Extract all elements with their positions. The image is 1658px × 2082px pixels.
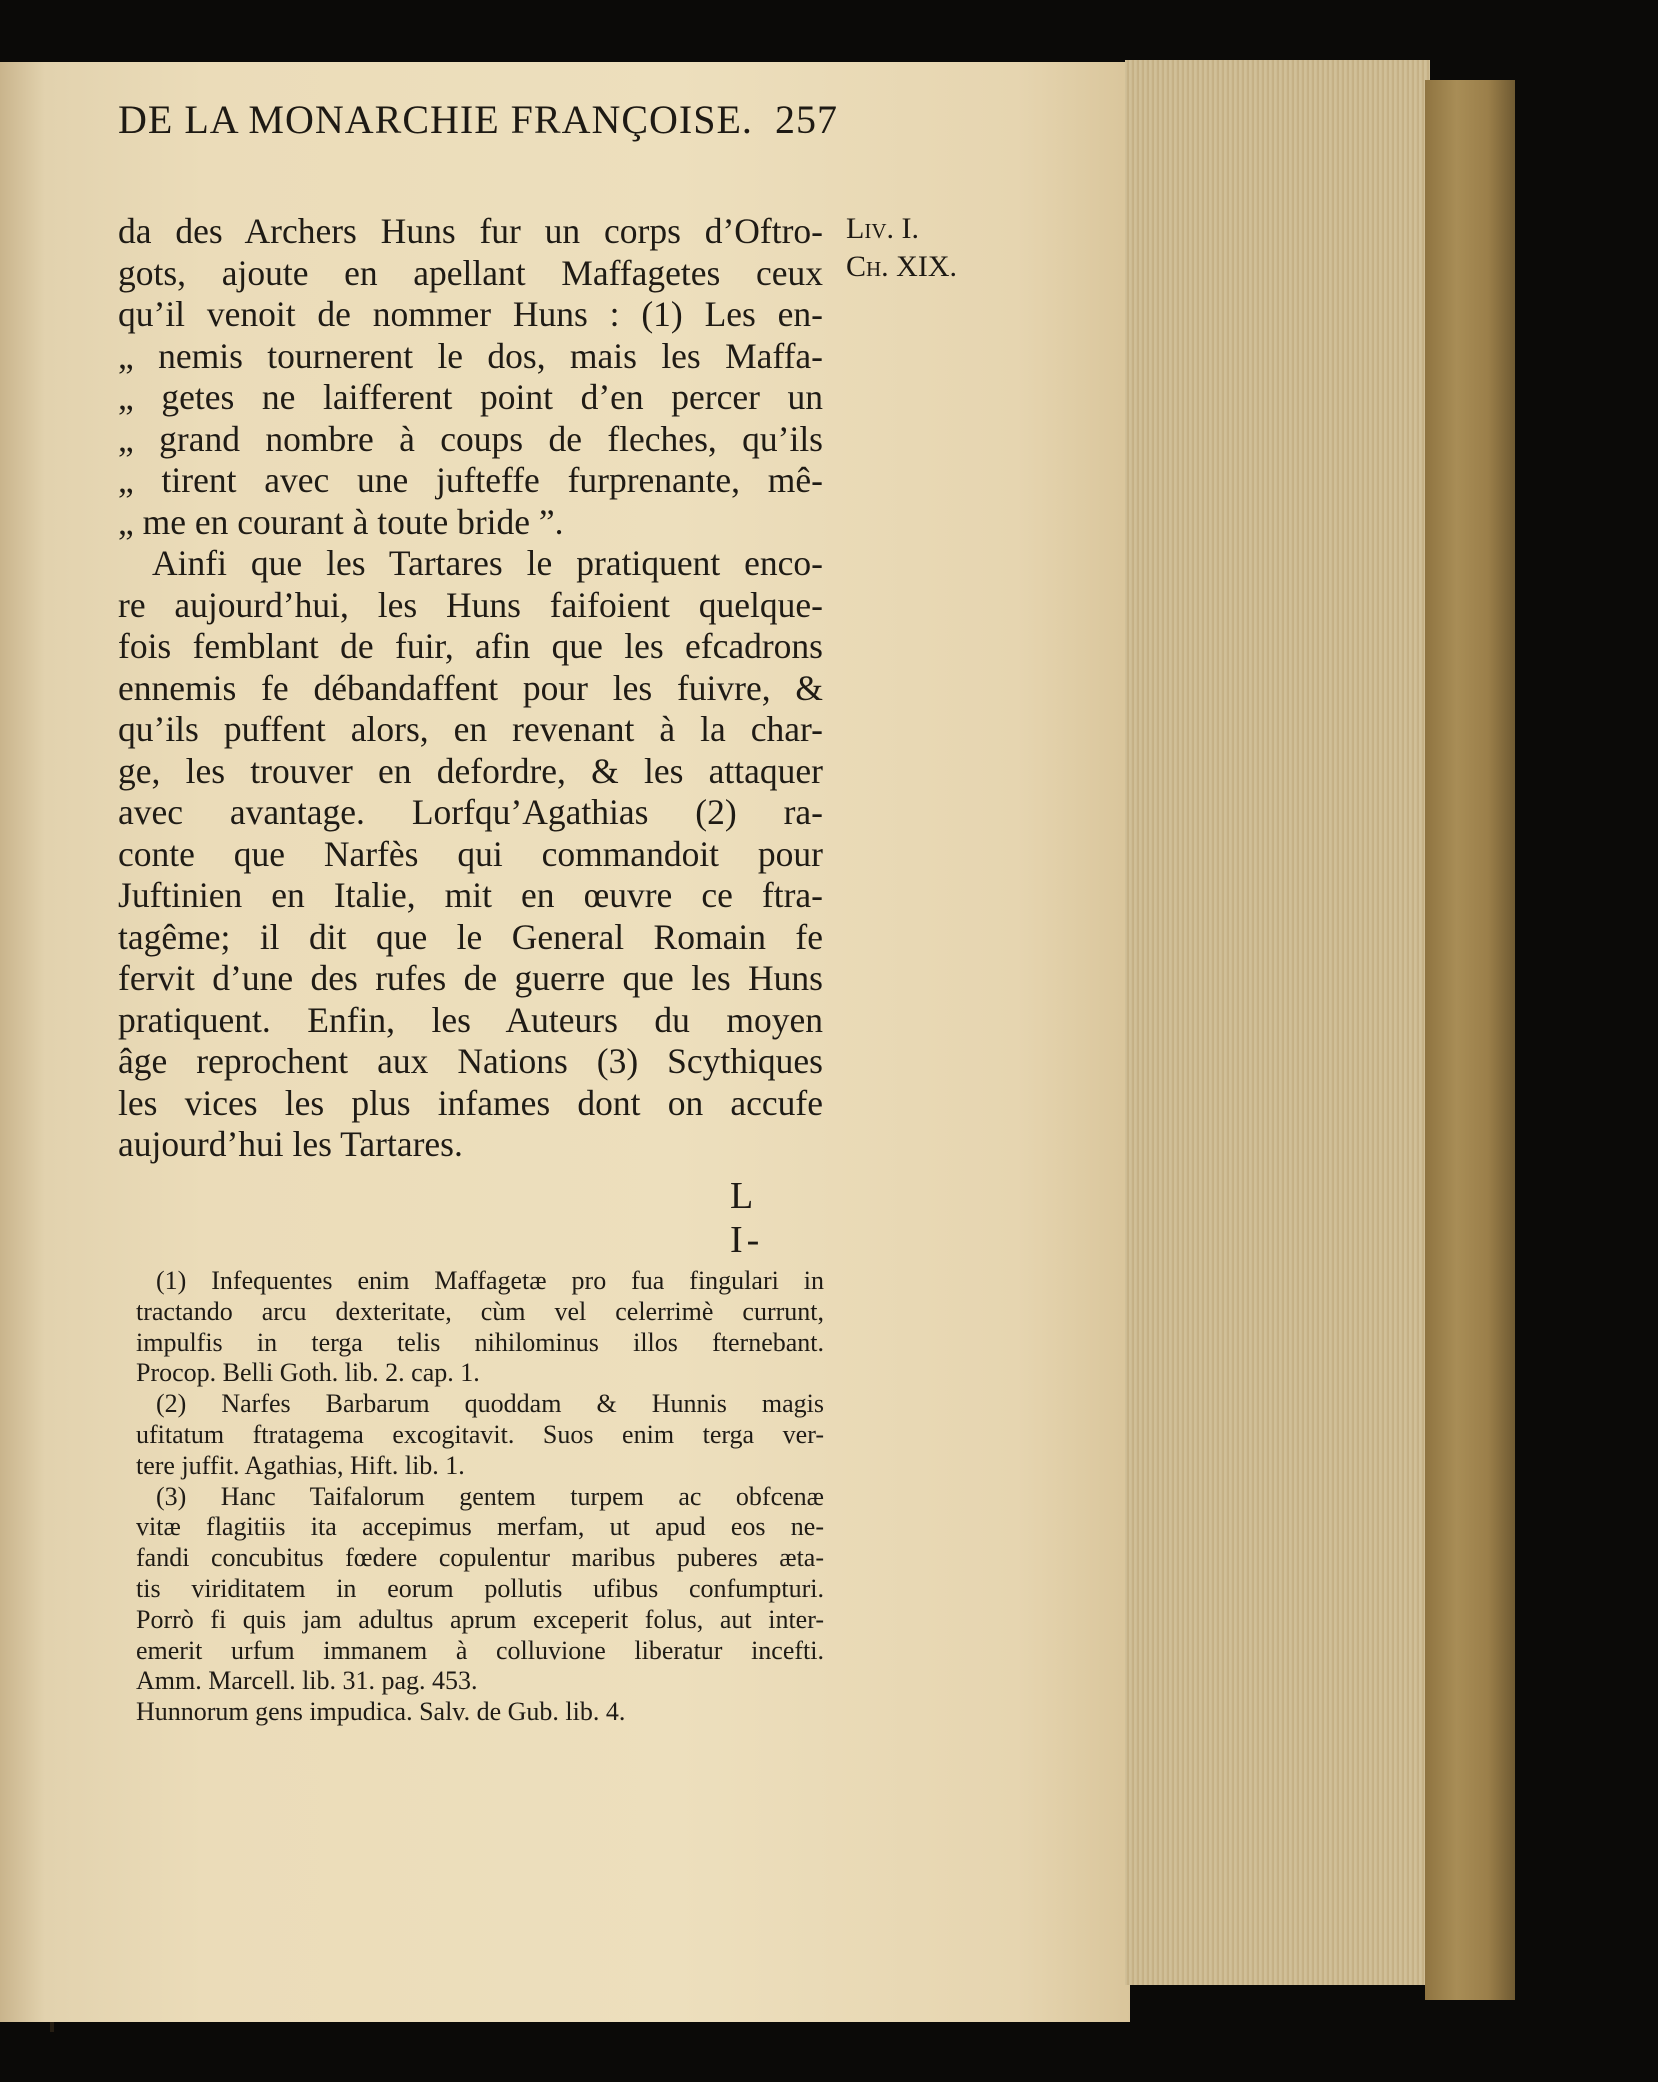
body-line: „ me en courant à toute bride ”. (118, 501, 564, 542)
footnote-line: ufitatum ftratagema excogitavit. Suos enim terga ver- (136, 1420, 824, 1449)
body-line: qu’ils puffent alors, en revenant à la char- (118, 709, 823, 749)
body-line: âge reprochent aux Nations (3) Scythiques (118, 1041, 823, 1081)
footnote-line: Amm. Marcell. lib. 31. pag. 453. (136, 1666, 478, 1696)
footnote-line: Hunnorum gens impudica. Salv. de Gub. lib. 4. (136, 1697, 626, 1727)
footnote-line: Porrò fi quis jam adultus aprum exceperit folus, aut inter- (136, 1604, 824, 1634)
running-header (118, 96, 838, 156)
body-line: „ tirent avec une jufteffe furprenante, mê- (118, 460, 823, 500)
body-line: Ainfi que les Tartares le pratiquent enco- (152, 543, 823, 583)
body-line: tagême; il dit que le General Romain fe (118, 916, 823, 957)
body-line: pratiquent. Enfin, les Auteurs du moyen (118, 999, 823, 1040)
signature-mark: L I- (730, 1175, 764, 1261)
body-line: „ nemis tournerent le dos, mais les Maffa- (118, 335, 823, 376)
body-line: „ getes ne laifferent point d’en percer un (118, 377, 823, 417)
body-line: „ grand nombre à coups de fleches, qu’ils (118, 418, 823, 459)
footnote-line: Procop. Belli Goth. lib. 2. cap. 1. (136, 1358, 480, 1388)
body-line: gots, ajoute en apellant Maffagetes ceux (118, 252, 823, 293)
body-line: fois femblant de fuir, afin que les efcadrons (118, 626, 823, 666)
body-line: Juftinien en Italie, mit en œuvre ce ftra- (118, 875, 823, 915)
body-line: fervit d’une des rufes de guerre que les Huns (118, 958, 823, 998)
margin-note-livre: Liv. I. (846, 212, 919, 245)
footnote-line: (1) Infequentes enim Maffagetæ pro fua fingulari in (156, 1266, 824, 1295)
body-line: ennemis fe débandaffent pour les fuivre, & (118, 667, 823, 708)
footnote-line: fandi concubitus fœdere copulentur maribus puberes æta- (136, 1543, 824, 1573)
footnote-line: impulfis in terga telis nihilominus illos fternebant. (136, 1327, 824, 1357)
footnote-line: vitæ flagitiis ita accepimus merfam, ut apud eos ne- (136, 1512, 824, 1542)
page-number: 257 (775, 97, 838, 142)
footnote-line: tractando arcu dexteritate, cùm vel celerrimè currunt, (136, 1296, 824, 1326)
footnote-line: tis viriditatem in eorum pollutis ufibus confumpturi. (136, 1574, 824, 1603)
body-line: conte que Narfès qui commandoit pour (118, 833, 823, 874)
page-fore-edge (1125, 60, 1430, 1985)
footnote-line: tere juffit. Agathias, Hift. lib. 1. (136, 1450, 465, 1480)
body-line: aujourd’hui les Tartares. (118, 1124, 463, 1164)
footnote-line: (3) Hanc Taifalorum gentem turpem ac obfcenæ (156, 1481, 824, 1511)
body-line: avec avantage. Lorfqu’Agathias (2) ra- (118, 792, 823, 832)
body-line: da des Archers Huns fur un corps d’Oftro- (118, 211, 823, 251)
body-line: ge, les trouver en defordre, & les attaquer (118, 750, 823, 791)
body-line: qu’il venoit de nommer Huns : (1) Les en- (118, 294, 823, 334)
footnote-line: emerit urfum immanem à colluvione liberatur incefti. (136, 1635, 824, 1665)
footnote-line: (2) Narfes Barbarum quoddam & Hunnis magis (156, 1389, 824, 1419)
body-line: les vices les plus infames dont on accufe (118, 1082, 823, 1123)
body-line: re aujourd’hui, les Huns faifoient quelque- (118, 584, 823, 625)
book-spine (1425, 80, 1515, 2000)
running-title: DE LA MONARCHIE FRANÇOISE. (118, 97, 753, 142)
margin-note-chapitre: Ch. XIX. (846, 250, 957, 283)
